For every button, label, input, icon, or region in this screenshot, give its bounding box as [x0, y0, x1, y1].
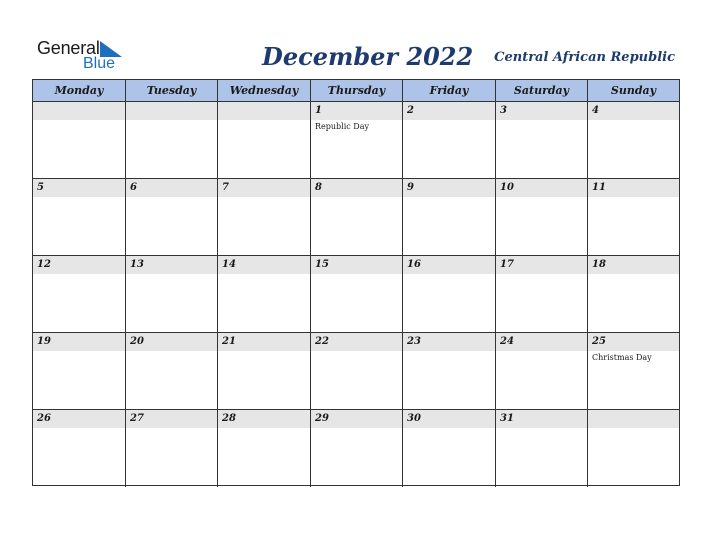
day-cell: [218, 256, 311, 333]
day-number: 13: [130, 259, 144, 270]
day-cell: [403, 410, 496, 487]
day-header-band: [403, 102, 495, 120]
day-header-band: [33, 179, 125, 197]
day-number: 16: [407, 259, 421, 270]
day-number: 4: [592, 105, 599, 116]
day-cell: [126, 333, 218, 410]
day-cell: [403, 179, 496, 256]
day-number: 31: [500, 413, 514, 424]
day-cell: [126, 179, 218, 256]
day-number: 3: [500, 105, 507, 116]
day-cell: [33, 179, 126, 256]
day-number: 10: [500, 182, 514, 193]
weekday-header-row: [33, 80, 679, 102]
day-cell: [588, 102, 679, 179]
day-cell: [218, 333, 311, 410]
day-header-band: [311, 102, 402, 120]
day-number: 27: [130, 413, 144, 424]
week-row: [33, 256, 679, 333]
day-number: 1: [315, 105, 322, 116]
logo-text-blue: Blue: [83, 55, 116, 72]
day-number: 6: [130, 182, 137, 193]
day-number: 7: [222, 182, 229, 193]
day-cell: [126, 102, 218, 179]
day-header-band: [588, 410, 679, 428]
day-cell: [33, 333, 126, 410]
day-number: 23: [407, 336, 421, 347]
weekday-header-sunday: Sunday: [588, 80, 679, 102]
day-header-band: [126, 179, 217, 197]
day-cell: [33, 410, 126, 487]
day-cell: [496, 179, 588, 256]
day-cell: [588, 179, 679, 256]
holiday-label: Christmas Day: [592, 353, 652, 362]
day-number: 29: [315, 413, 329, 424]
day-cell: [496, 102, 588, 179]
calendar-grid: [32, 79, 680, 486]
country-name: Central African Republic: [494, 50, 675, 65]
day-cell: [126, 410, 218, 487]
logo: [37, 38, 127, 74]
day-header-band: [588, 102, 679, 120]
day-cell: [311, 179, 403, 256]
day-number: 5: [37, 182, 44, 193]
day-cell: [33, 102, 126, 179]
day-cell: [126, 256, 218, 333]
weekday-header-saturday: Saturday: [496, 80, 588, 102]
weekday-header-wednesday: Wednesday: [218, 80, 311, 102]
day-header-band: [218, 102, 310, 120]
day-number: 30: [407, 413, 421, 424]
holiday-label: Republic Day: [315, 122, 369, 131]
weekday-header-monday: Monday: [33, 80, 126, 102]
weekday-header-friday: Friday: [403, 80, 496, 102]
day-number: 19: [37, 336, 51, 347]
day-header-band: [33, 102, 125, 120]
day-number: 8: [315, 182, 322, 193]
day-number: 25: [592, 336, 606, 347]
day-cell: [403, 333, 496, 410]
day-header-band: [311, 179, 402, 197]
day-cell: [33, 256, 126, 333]
day-number: 12: [37, 259, 51, 270]
day-cell: [588, 333, 679, 410]
calendar-title: December 2022: [262, 42, 474, 71]
day-cell: [403, 256, 496, 333]
week-row: [33, 179, 679, 256]
day-cell: [311, 410, 403, 487]
day-cell: [403, 102, 496, 179]
weekday-header-tuesday: Tuesday: [126, 80, 218, 102]
logo-text-general: General: [37, 38, 100, 58]
day-cell: [218, 102, 311, 179]
day-number: 22: [315, 336, 329, 347]
day-header-band: [218, 179, 310, 197]
day-cell: [311, 102, 403, 179]
week-row: [33, 102, 679, 179]
day-number: 20: [130, 336, 144, 347]
day-cell: [588, 410, 679, 487]
day-cell: [496, 256, 588, 333]
day-number: 28: [222, 413, 236, 424]
day-number: 21: [222, 336, 236, 347]
day-cell: [218, 179, 311, 256]
week-row: [33, 410, 679, 487]
day-number: 14: [222, 259, 236, 270]
day-header-band: [403, 179, 495, 197]
day-header-band: [126, 102, 217, 120]
day-cell: [311, 256, 403, 333]
day-cell: [496, 333, 588, 410]
day-cell: [311, 333, 403, 410]
day-cell: [218, 410, 311, 487]
day-number: 9: [407, 182, 414, 193]
day-cell: [496, 410, 588, 487]
day-number: 24: [500, 336, 514, 347]
day-header-band: [496, 102, 587, 120]
day-number: 26: [37, 413, 51, 424]
day-number: 2: [407, 105, 414, 116]
day-number: 11: [592, 182, 606, 193]
day-number: 18: [592, 259, 606, 270]
day-cell: [588, 256, 679, 333]
day-number: 17: [500, 259, 514, 270]
day-number: 15: [315, 259, 329, 270]
week-row: [33, 333, 679, 410]
weekday-header-thursday: Thursday: [311, 80, 403, 102]
